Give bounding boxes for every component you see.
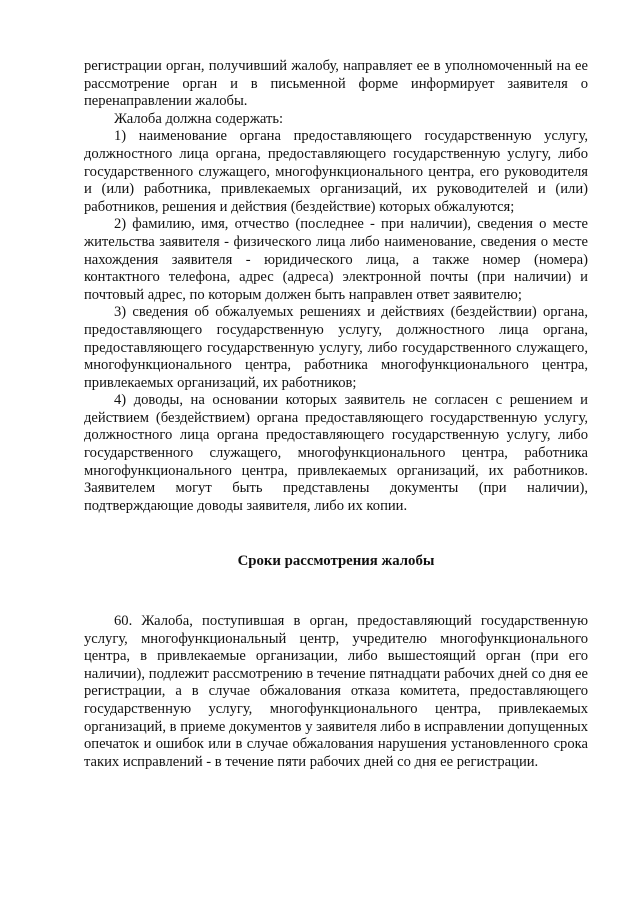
continuation-paragraph: регистрации орган, получивший жалобу, направляет ее в уполномоченный на ее рассмотрение орган и в письменной форме информирует заявителя о перенаправлении жалобы. (84, 58, 588, 110)
list-item: 2) фамилию, имя, отчество (последнее - при наличии), сведения о месте жительства заявителя - физического лица либо наименование, сведения о месте нахождения заявителя - юридического лица, а также номер (номера) контактного телефона, адрес (адреса) электронной почты (при наличии) и почтовый адрес, по которым должен быть направлен ответ заявителю; (84, 216, 588, 303)
list-item: 4) доводы, на основании которых заявитель не согласен с решением и действием (бездействием) органа предоставляющего государственную услугу, должностного лица органа предоставляющего государственную услугу, либо государственного служащего, многофункционального центра, работника многофункционального центра, привлекаемых организаций, их работников. Заявителем могут быть представлены документы (при наличии), подтверждающие доводы заявителя, либо их копии. (84, 392, 588, 514)
list-item: 1) наименование органа предоставляющего государственную услугу, должностного лица органа, предоставляющего государственную услугу, либо государственного служащего, многофункционального центра, его руководителя и (или) работника, привлекаемых организаций, их руководителей и (или) работников, решения и действия (бездействие) которых обжалуются; (84, 128, 588, 215)
section-paragraph: 60. Жалоба, поступившая в орган, предоставляющий государственную услугу, многофункциональный центр, учредителю многофункционального центра, в привлекаемые организации, либо вышестоящий орган (при его наличии), подлежит рассмотрению в течение пятнадцати рабочих дней со дня ее регистрации, а в случае обжалования отказа комитета, предоставляющего государственную услугу, многофункционального центра, привлекаемых организаций, в приеме документов у заявителя либо в исправлении допущенных опечаток и ошибок или в случае обжалования нарушения установленного срока таких исправлений - в течение пяти рабочих дней со дня ее регистрации. (84, 613, 588, 770)
list-item: 3) сведения об обжалуемых решениях и действиях (бездействии) органа, предоставляющего государственную услугу, должностного лица органа, предоставляющего государственную услугу, либо государственного служащего, многофункционального центра, работника многофункционального центра, привлекаемых организаций, их работников; (84, 304, 588, 391)
document-page (84, 58, 588, 771)
complaint-contents-intro: Жалоба должна содержать: (114, 110, 284, 127)
section-heading: Сроки рассмотрения жалобы (237, 553, 435, 570)
